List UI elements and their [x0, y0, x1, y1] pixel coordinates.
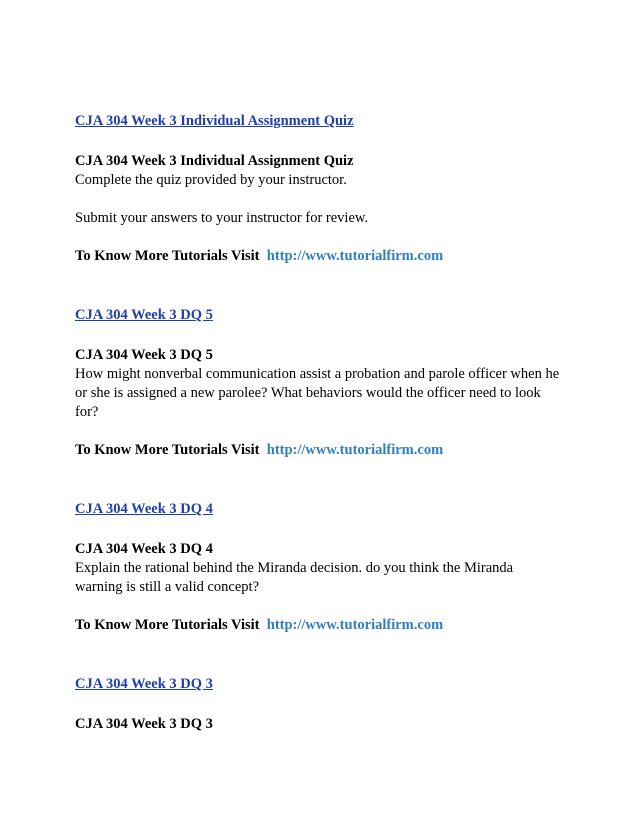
cta-line	[75, 441, 575, 460]
document-page	[75, 112, 575, 734]
cta-url-link[interactable]: http://www.tutorialfirm.com	[266, 617, 444, 633]
heading-link-dq-3[interactable]: CJA 304 Week 3 DQ 3	[75, 676, 213, 692]
section-body-line-1: How might nonverbal communication assist a probation and parole officer when he	[75, 366, 560, 382]
cta-line	[75, 247, 575, 266]
heading-link-dq-5[interactable]: CJA 304 Week 3 DQ 5	[75, 307, 213, 323]
section-title: CJA 304 Week 3 DQ 3	[75, 716, 213, 732]
section-title: CJA 304 Week 3 DQ 5	[75, 347, 213, 363]
section-body-line-2: or she is assigned a new parolee? What behaviors would the officer need to look	[75, 385, 541, 401]
cta-url-link[interactable]: http://www.tutorialfirm.com	[266, 442, 444, 458]
section-dq-5	[75, 306, 575, 460]
cta-url-link[interactable]: http://www.tutorialfirm.com	[266, 248, 444, 264]
section-individual-assignment-quiz	[75, 112, 575, 266]
cta-line	[75, 616, 575, 635]
section-body-line-2: warning is still a valid concept?	[75, 579, 260, 595]
section-title: CJA 304 Week 3 Individual Assignment Quiz	[75, 153, 354, 169]
cta-label: To Know More Tutorials Visit	[75, 442, 260, 458]
heading-link-dq-4[interactable]: CJA 304 Week 3 DQ 4	[75, 501, 213, 517]
cta-label: To Know More Tutorials Visit	[75, 617, 260, 633]
cta-label: To Know More Tutorials Visit	[75, 248, 260, 264]
section-body: Complete the quiz provided by your instructor.	[75, 172, 347, 188]
heading-link-individual-assignment-quiz[interactable]: CJA 304 Week 3 Individual Assignment Quiz	[75, 113, 354, 129]
section-dq-3	[75, 675, 575, 734]
section-title: CJA 304 Week 3 DQ 4	[75, 541, 213, 557]
section-dq-4	[75, 500, 575, 635]
section-body-2: Submit your answers to your instructor for review.	[75, 210, 369, 226]
section-body-line-3: for?	[75, 404, 99, 420]
section-body-line-1: Explain the rational behind the Miranda decision. do you think the Miranda	[75, 560, 514, 576]
